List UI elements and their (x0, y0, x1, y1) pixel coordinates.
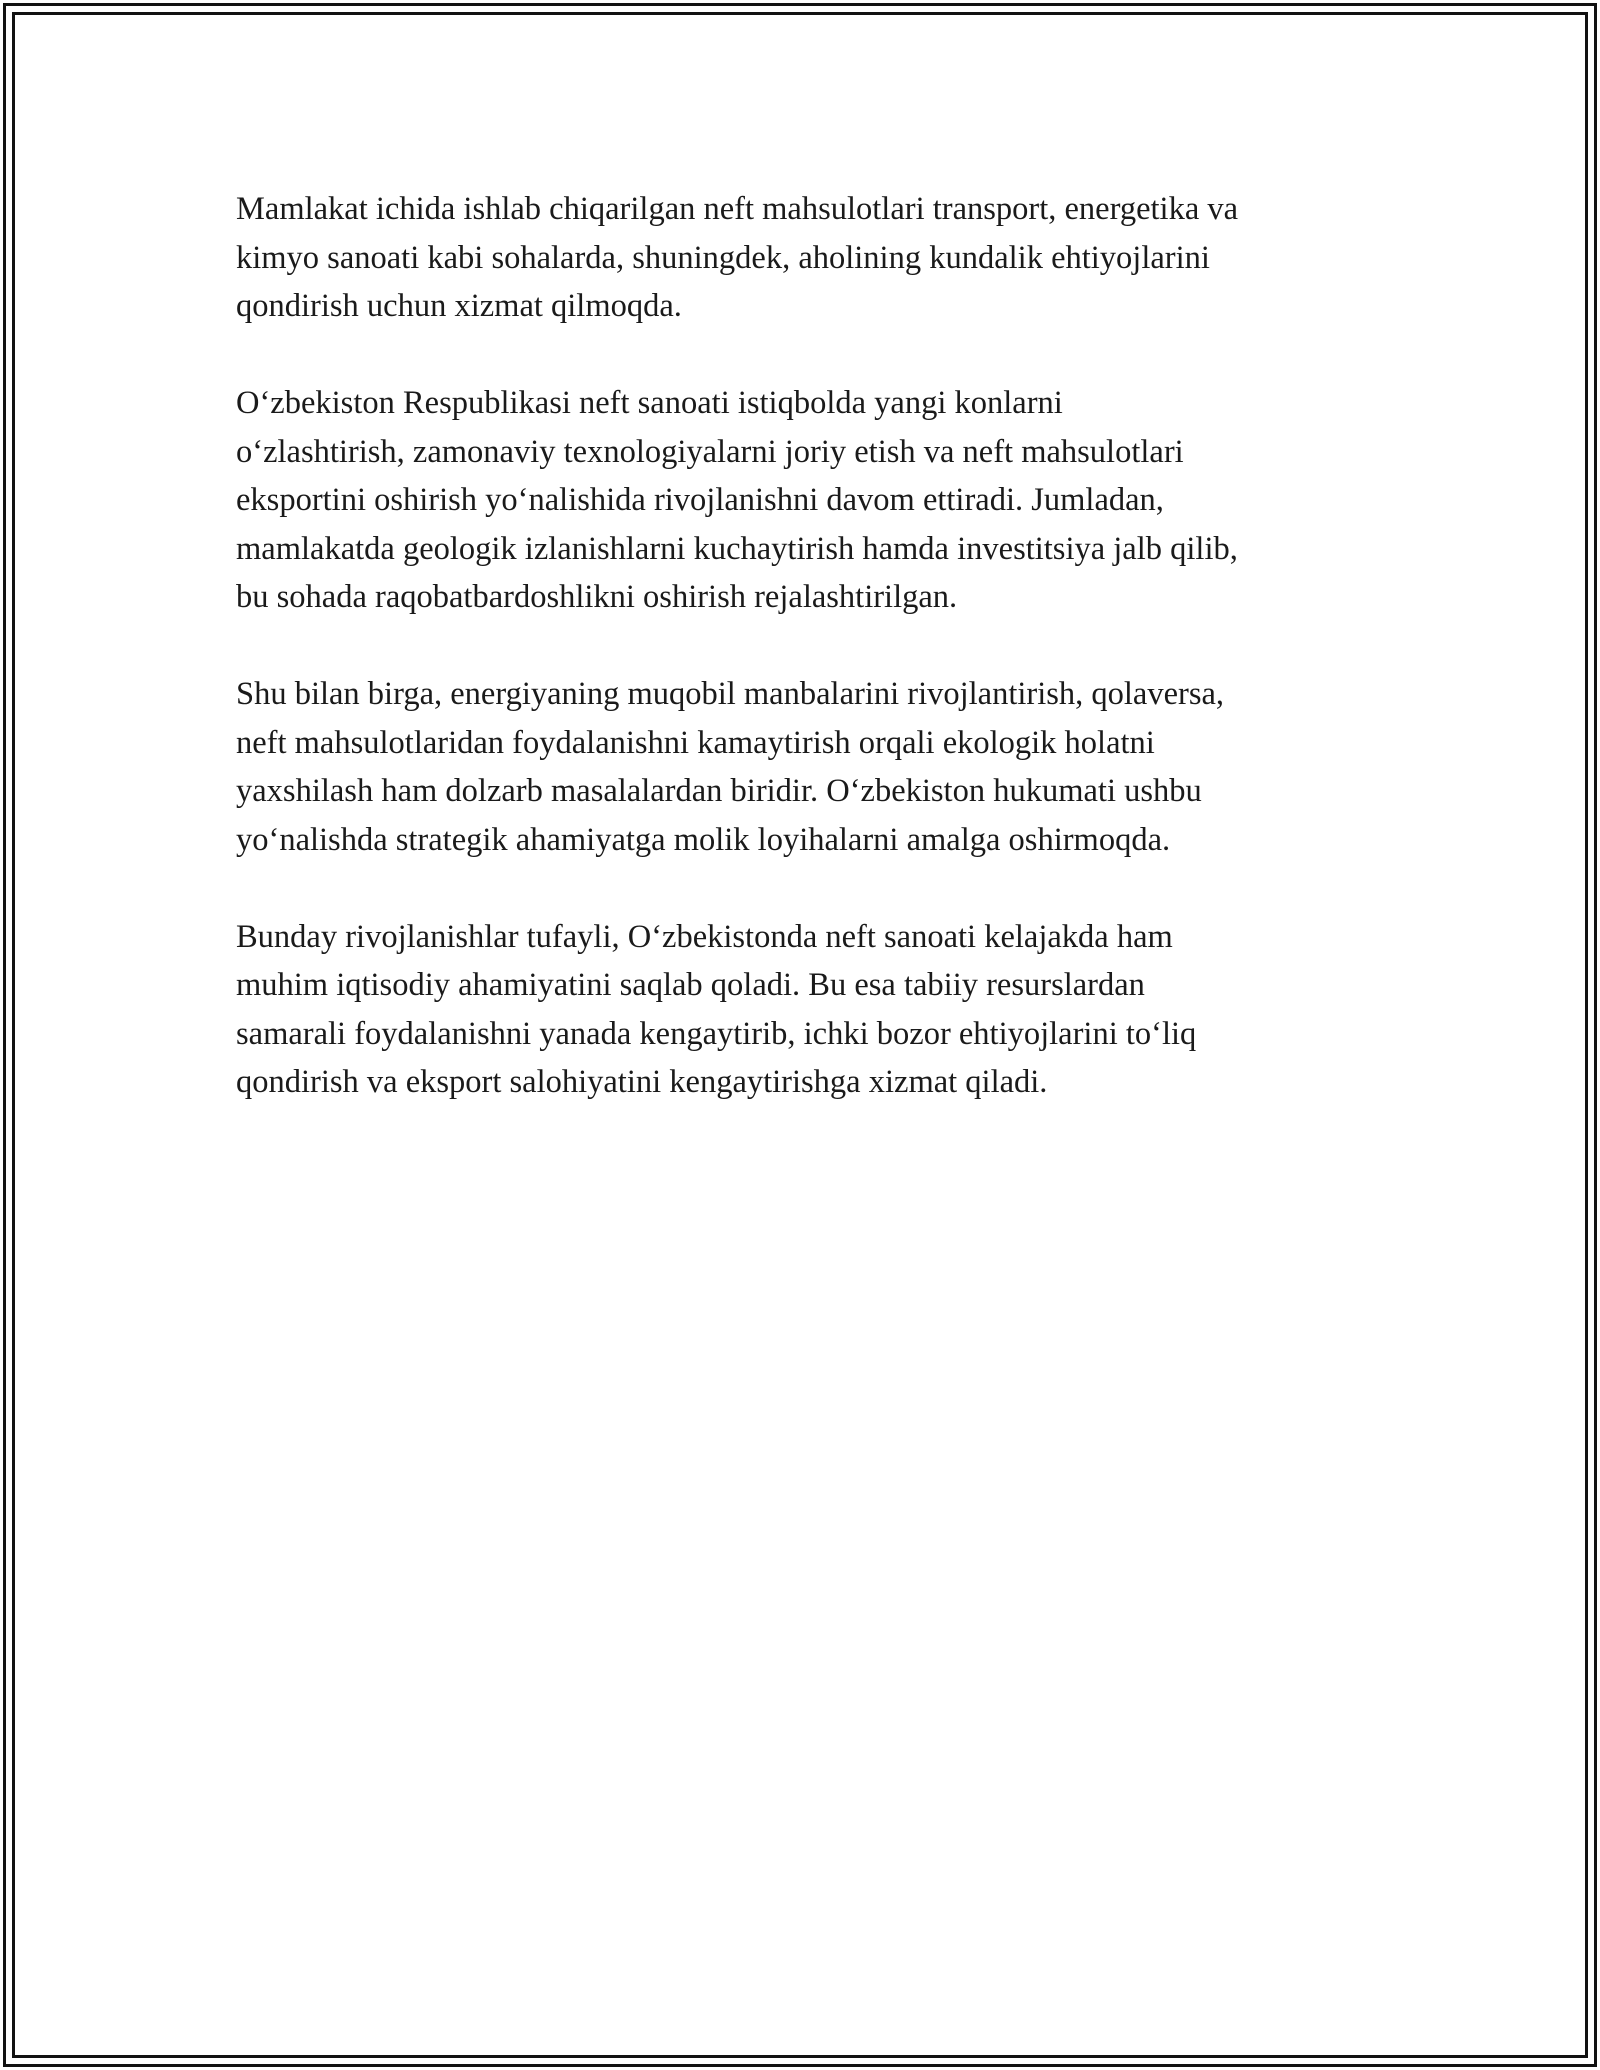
text-line: Shu bilan birga, energiyaning muqobil manbalarini rivojlantirish, qolaversa, (236, 676, 1225, 712)
paragraph-2 (236, 379, 1396, 622)
text-line: qondirish va eksport salohiyatini kengaytirishga xizmat qiladi. (236, 1064, 1048, 1100)
text-line: kimyo sanoati kabi sohalarda, shuningdek, aholining kundalik ehtiyojlarini (236, 239, 1210, 276)
text-line: yaxshilash ham dolzarb masalalardan biridir. O‘zbekiston hukumati ushbu (236, 773, 1202, 809)
text-line: mamlakatda geologik izlanishlarni kuchaytirish hamda investitsiya jalb qilib, (236, 530, 1238, 567)
text-line: muhim iqtisodiy ahamiyatini saqlab qoladi. Bu esa tabiiy resurslardan (236, 967, 1145, 1003)
text-line: samarali foydalanishni yanada kengaytirib, ichki bozor ehtiyojlarini to‘liq (236, 1015, 1197, 1052)
paragraph-3 (236, 670, 1396, 864)
text-line: o‘zlashtirish, zamonaviy texnologiyalarni joriy etish va neft mahsulotlari (236, 433, 1184, 470)
text-line: O‘zbekiston Respublikasi neft sanoati istiqbolda yangi konlarni (236, 385, 1063, 421)
document-body (236, 185, 1396, 1155)
text-line: eksportini oshirish yo‘nalishida rivojlanishni davom ettiradi. Jumladan, (236, 482, 1164, 518)
paragraph-4 (236, 913, 1396, 1107)
paragraph-1 (236, 185, 1396, 331)
text-line: Mamlakat ichida ishlab chiqarilgan neft mahsulotlari transport, energetika va (236, 191, 1239, 227)
text-line: neft mahsulotlaridan foydalanishni kamaytirish orqali ekologik holatni (236, 724, 1155, 761)
text-line: qondirish uchun xizmat qilmoqda. (236, 288, 682, 324)
text-line: yo‘nalishda strategik ahamiyatga molik loyihalarni amalga oshirmoqda. (236, 821, 1171, 858)
text-line: Bunday rivojlanishlar tufayli, O‘zbekistonda neft sanoati kelajakda ham (236, 918, 1173, 955)
text-line: bu sohada raqobatbardoshlikni oshirish rejalashtirilgan. (236, 579, 958, 615)
